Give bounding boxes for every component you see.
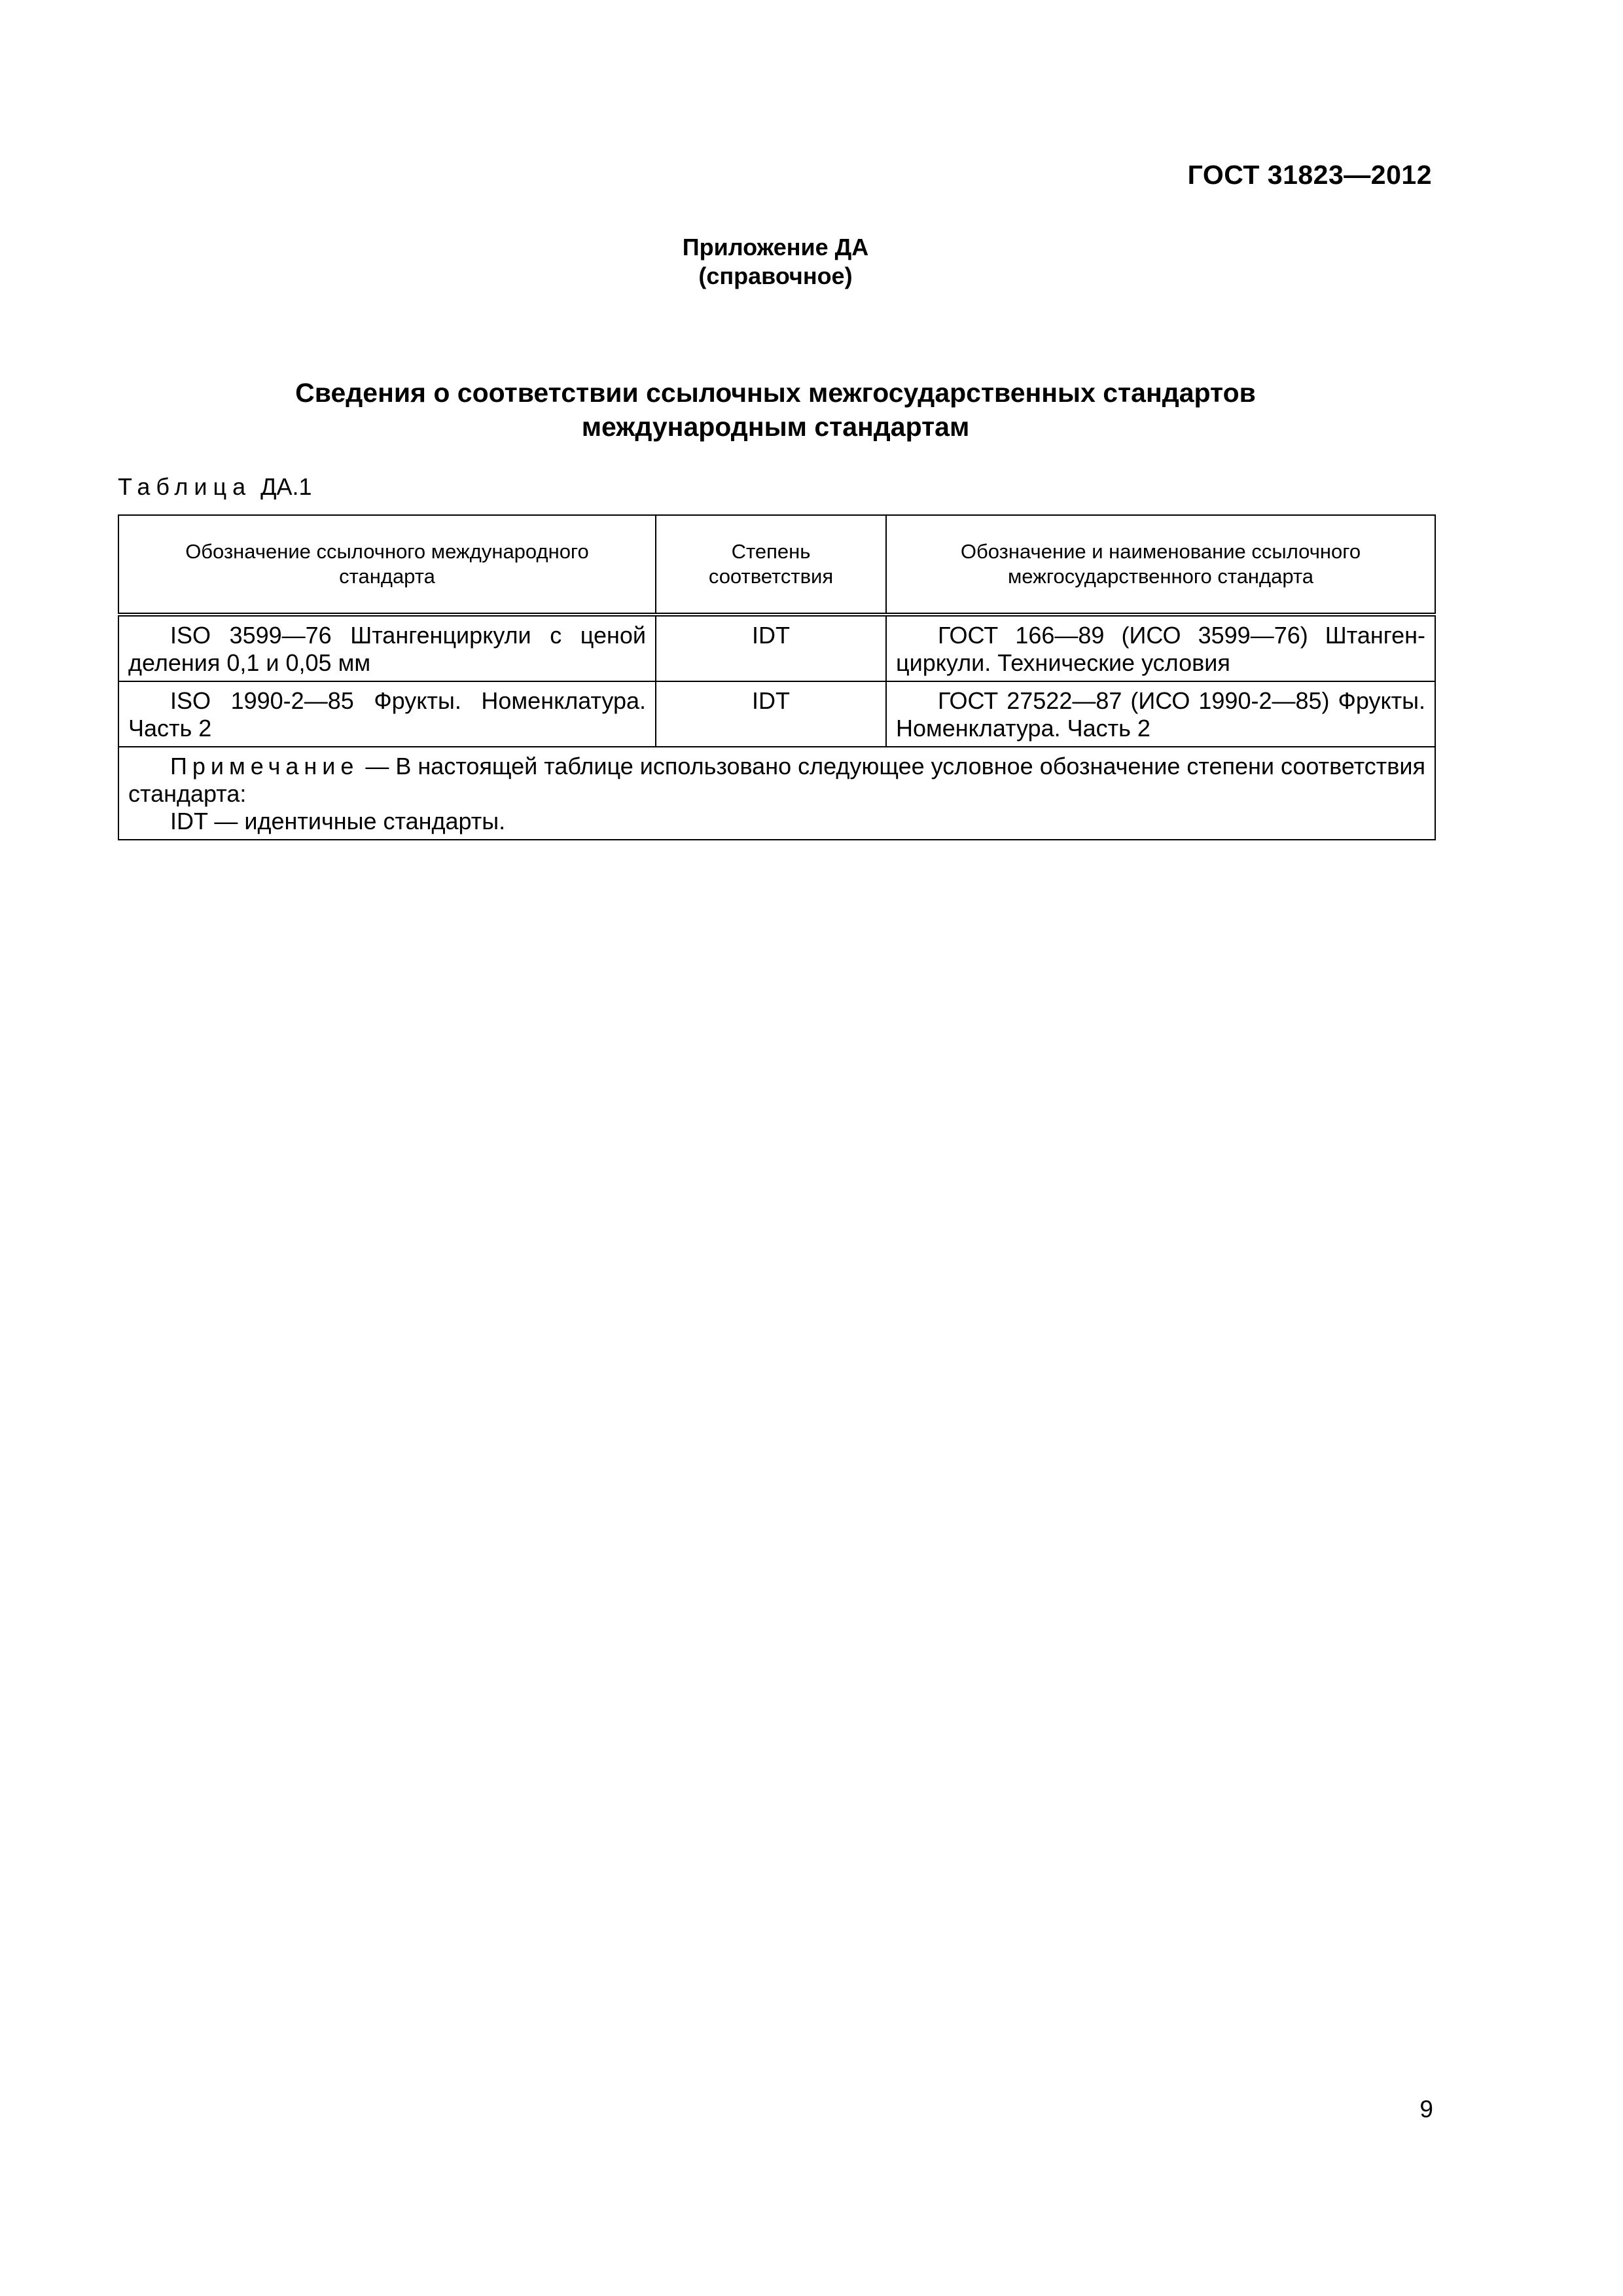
international-standard-text: ISO 3599—76 Штангенциркули с ценой деления 0,1 и 0,05 мм bbox=[128, 622, 646, 676]
header-degree-of-correspondence: Степень соответствия bbox=[656, 515, 886, 615]
appendix-heading bbox=[116, 233, 1435, 291]
note-text: — В настоящей таблице использовано следующее условное обозначение степени соответствия стандарта: bbox=[128, 753, 1425, 807]
international-standard-cell bbox=[118, 681, 656, 747]
international-standard-text: ISO 1990-2—85 Фрукты. Номенклатура. Часть 2 bbox=[128, 687, 646, 742]
table-caption-word: Таблица bbox=[118, 473, 252, 500]
section-title-line-1: Сведения о соответствии ссылочных межгосударственных стандартов bbox=[295, 378, 1256, 408]
table-row bbox=[118, 681, 1435, 747]
section-title-line-2: международным стандартам bbox=[581, 412, 970, 442]
header-international-standard: Обозначение ссылочного международного стандарта bbox=[118, 515, 656, 615]
table-note bbox=[118, 747, 1435, 840]
international-standard-cell bbox=[118, 615, 656, 681]
table-note-row bbox=[118, 747, 1435, 840]
interstate-standard-cell bbox=[886, 615, 1435, 681]
table-caption bbox=[118, 473, 312, 501]
correspondence-table bbox=[118, 514, 1436, 840]
interstate-standard-text: ГОСТ 27522—87 (ИСО 1990-2—85) Фрукты. Номенклатура. Часть 2 bbox=[896, 687, 1425, 742]
table-caption-id: ДА.1 bbox=[260, 473, 312, 500]
document-code: ГОСТ 31823—2012 bbox=[1187, 160, 1432, 190]
note-label: Примечание bbox=[170, 753, 359, 780]
table-header-row bbox=[118, 515, 1435, 615]
header-interstate-standard: Обозначение и наименование ссылочного межгосударственного стандарта bbox=[886, 515, 1435, 615]
appendix-title: Приложение ДА bbox=[682, 234, 869, 260]
interstate-standard-cell bbox=[886, 681, 1435, 747]
page-number: 9 bbox=[1419, 2096, 1433, 2123]
degree-cell: IDT bbox=[656, 681, 886, 747]
section-title bbox=[116, 376, 1435, 444]
table-row bbox=[118, 615, 1435, 681]
appendix-kind: (справочное) bbox=[698, 262, 853, 289]
note-line-2: IDT — идентичные стандарты. bbox=[170, 808, 506, 834]
interstate-standard-text: ГОСТ 166—89 (ИСО 3599—76) Штангенциркули. Технические условия bbox=[896, 622, 1425, 676]
degree-cell: IDT bbox=[656, 615, 886, 681]
